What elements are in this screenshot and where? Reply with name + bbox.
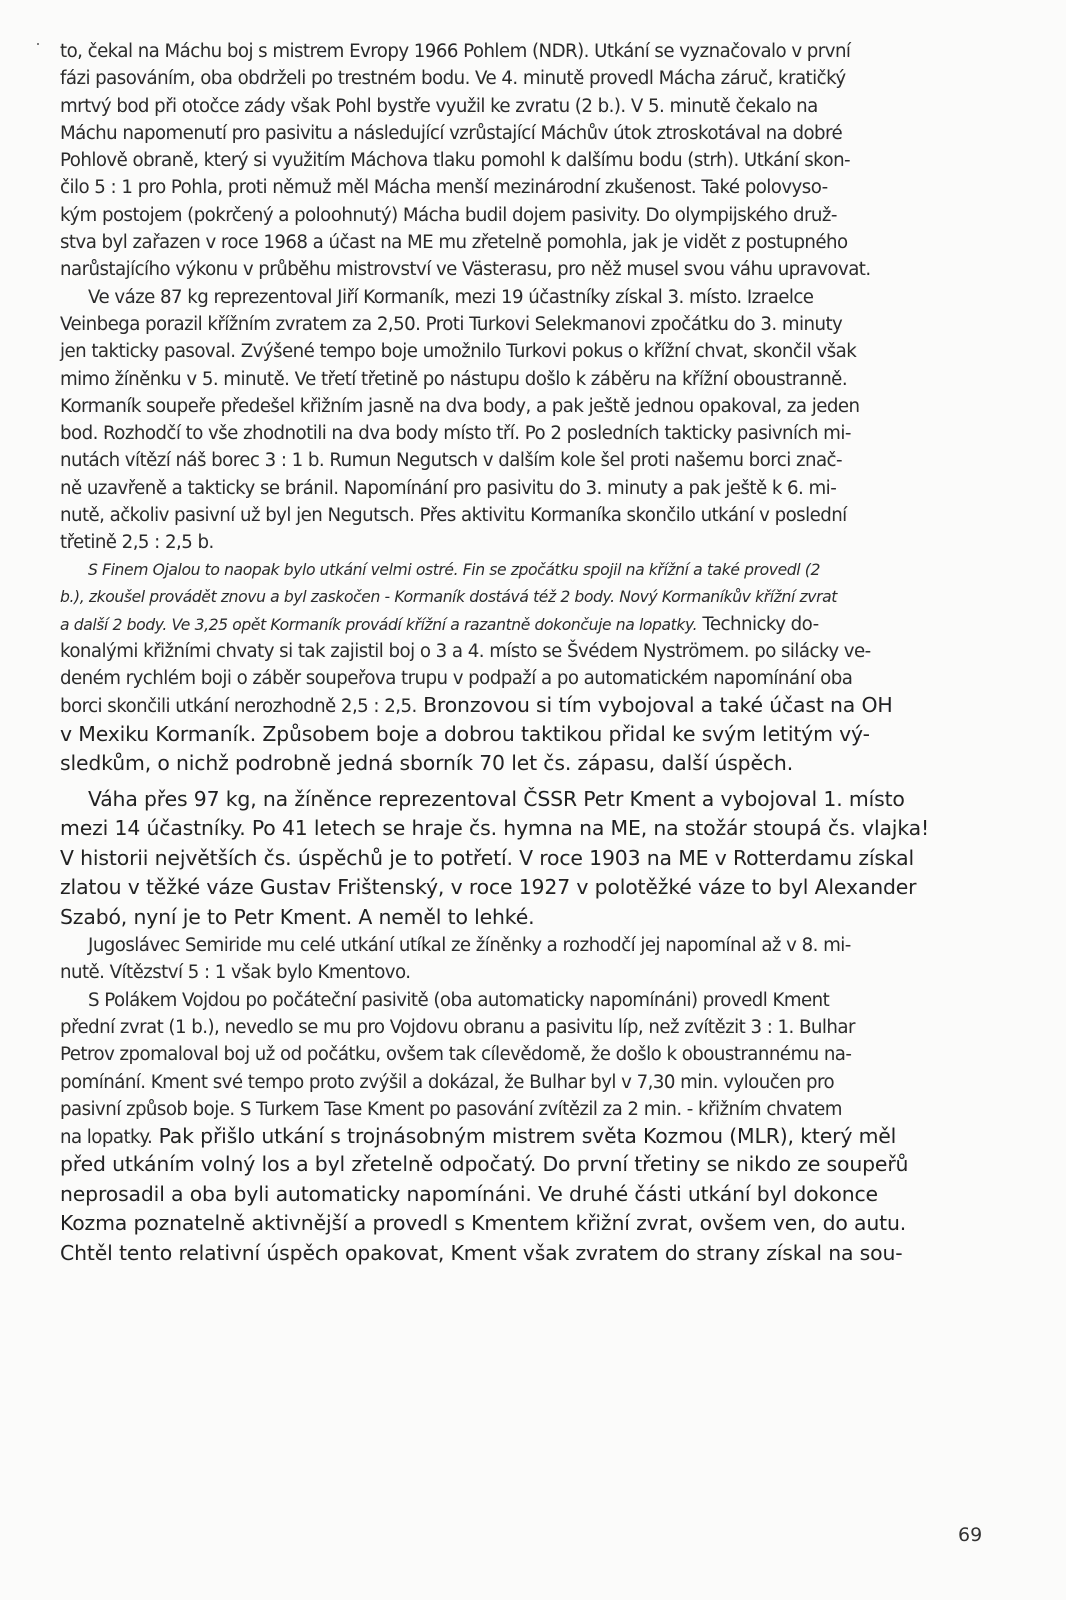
text-line: kým postojem (pokrčený a poloohnutý) Mácha budil dojem pasivity. Do olympijského druž- <box>60 204 837 226</box>
text-line: nutě, ačkoliv pasivní už byl jen Negutsch. Přes aktivitu Kormaníka skončilo utkání v poslední <box>60 505 847 527</box>
paragraph-vojda <box>60 987 1000 1151</box>
text-line: mezi 14 účastníky. Po 41 letech se hraje čs. hymna na ME, na stožár stoupá čs. vlajka! <box>60 816 929 841</box>
text-line: stva byl zařazen v roce 1968 a účast na ME mu zřetelně pomohla, jak je vidět z postupného <box>60 232 848 254</box>
paragraph-ojala-continued <box>60 638 1000 720</box>
paragraph-pohl <box>60 38 1000 284</box>
text-line: pasivní způsob boje. S Turkem Tase Kment po pasování zvítězil za 2 min. - křižním chvatem <box>60 1098 842 1120</box>
text-line: čilo 5 : 1 pro Pohla, proti němuž měl Mácha menší mezinárodní zkušenost. Také polovyso- <box>60 177 828 199</box>
text-line <box>60 1123 1000 1150</box>
text-line: pomínání. Kment své tempo proto zvýšil a dokázal, že Bulhar byl v 7,30 min. vyloučen pro <box>60 1071 835 1093</box>
text-line: b.), zkoušel provádět znovu a byl zaskočen - Kormaník dostává též 2 body. Nový Kormaníkův křížní zvrat <box>60 587 837 606</box>
text-line: S Polákem Vojdou po počáteční pasivitě (oba automaticky napomínáni) provedl Kment <box>88 989 830 1011</box>
upright-segment: Technicky do- <box>697 613 819 635</box>
text-line: Máchu napomenutí pro pasivitu a následující vzrůstající Máchův útok ztroskotával na dobré <box>60 122 843 144</box>
text-line: konalými křižními chvaty si tak zajistil boj o 3 a 4. místo se Švédem Nyströmem. po silácky ve- <box>60 640 871 662</box>
text-line: sledkům, o nichž podrobně jedná sborník 70 let čs. zápasu, další úspěch. <box>60 751 794 776</box>
text-line: Szabó, nyní je to Petr Kment. A neměl to lehké. <box>60 904 535 929</box>
large-text-segment: Pak přišlo utkání s trojnásobným mistrem světa Kozmou (MLR), který měl <box>152 1124 897 1149</box>
paragraph-bronze <box>60 720 1000 779</box>
text-line: narůstajícího výkonu v průběhu mistrovství ve Västerasu, pro něž musel svou váhu upravovat. <box>60 259 871 281</box>
text-line: S Finem Ojalou to naopak bylo utkání velmi ostré. Fin se zpočátku spojil na křížní a také provedl (2 <box>88 560 820 579</box>
italic-segment: a další 2 body. Ve 3,25 opět Kormaník provádí křížní a razantně dokončuje na lopatky. <box>60 615 698 634</box>
text-segment: na lopatky. <box>60 1127 153 1149</box>
text-line: deném rychlém boji o záběr soupeřova trupu v podpaží a po automatickém napomínání oba <box>60 667 853 689</box>
text-line: nutě. Vítězství 5 : 1 však bylo Kmentovo. <box>60 962 411 984</box>
text-line: Chtěl tento relativní úspěch opakovat, Kment však zvratem do strany získal na sou- <box>60 1240 903 1265</box>
text-line: ně uzavřeně a takticky se bránil. Napomínání pro pasivitu do 3. minuty a pak ještě k 6. mi- <box>60 477 837 499</box>
paragraph-kormanik <box>60 284 1000 557</box>
page-number: 69 <box>958 1524 983 1546</box>
text-line: mrtvý bod při otočce zády však Pohl bystře využil ke zvratu (2 b.). V 5. minutě čekalo na <box>60 95 818 117</box>
text-line: neprosadil a oba byli automaticky napomínáni. Ve druhé části utkání byl dokonce <box>60 1181 878 1206</box>
text-line: mimo žíněnku v 5. minutě. Ve třetí třetině po nástupu došlo k záběru na křížní oboustranně. <box>60 368 848 390</box>
text-line: to, čekal na Máchu boj s mistrem Evropy 1966 Pohlem (NDR). Utkání se vyznačovalo v první <box>60 41 851 62</box>
text-line: Ve váze 87 kg reprezentoval Jiří Kormaník, mezi 19 účastníky získal 3. místo. Izraelce <box>88 286 814 308</box>
text-line: Pohlově obraně, který si využitím Máchova tlaku pomohl k dalšímu bodu (strh). Utkání skon- <box>60 150 851 172</box>
paragraph-semiride <box>60 932 1000 987</box>
text-line: Váha přes 97 kg, na žíněnce reprezentoval ČSSR Petr Kment a vybojoval 1. místo <box>88 786 905 811</box>
text-line: Petrov zpomaloval boj už od počátku, ovšem tak cílevědomě, že došlo k oboustrannému na- <box>60 1044 852 1066</box>
text-line <box>60 692 1000 719</box>
text-segment: borci skončili utkání nerozhodně 2,5 : 2,5. <box>60 696 417 718</box>
text-line: Kozma poznatelně aktivnější a provedl s Kmentem křižní zvrat, ovšem ven, do autu. <box>60 1211 907 1236</box>
text-line: v Mexiku Kormaník. Způsobem boje a dobrou taktikou přidal ke svým letitým vý- <box>60 721 870 746</box>
text-line: V historii největších čs. úspěchů je to potřetí. V roce 1903 na ME v Rotterdamu získal <box>60 845 915 870</box>
large-text-segment: Bronzovou si tím vybojoval a také účast na OH <box>416 693 893 718</box>
text-line: fázi pasováním, oba obdrželi po trestném bodu. Ve 4. minutě provedl Mácha záruč, kratičký <box>60 68 846 90</box>
paragraph-ojala <box>60 557 1000 638</box>
text-line <box>60 611 1000 638</box>
text-line: před utkáním volný los a byl zřetelně odpočatý. Do první třetiny se nikdo ze soupeřů <box>60 1152 909 1177</box>
scan-speck <box>37 43 39 45</box>
text-line: Veinbega porazil křížním zvratem za 2,50. Proti Turkovi Selekmanovi zpočátku do 3. minuty <box>60 313 843 335</box>
paragraph-kozma <box>60 1150 1000 1268</box>
document-page <box>60 38 1000 1268</box>
text-line: bod. Rozhodčí to vše zhodnotili na dva body místo tří. Po 2 posledních takticky pasivních mi- <box>60 423 851 445</box>
text-line: přední zvrat (1 b.), nevedlo se mu pro Vojdovu obranu a pasivitu líp, než zvítězit 3 : 1. Bulhar <box>60 1016 855 1038</box>
text-line: zlatou v těžké váze Gustav Frištenský, v roce 1927 v polotěžké váze to byl Alexander <box>60 875 917 900</box>
text-line: Jugoslávec Semiride mu celé utkání utíkal ze žíněnky a rozhodčí jej napomínal až v 8. mi- <box>88 935 851 957</box>
text-line: Kormaník soupeře předešel křižním jasně na dva body, a pak ještě jednou opakoval, za jeden <box>60 395 860 417</box>
text-line: nutách vítězí náš borec 3 : 1 b. Rumun Negutsch v dalším kole šel proti našemu borci znač- <box>60 450 843 472</box>
text-line: jen takticky pasoval. Zvýšené tempo boje umožnilo Turkovi pokus o křížní chvat, skončil však <box>60 341 857 363</box>
paragraph-kment <box>60 785 1000 933</box>
text-line: třetině 2,5 : 2,5 b. <box>60 532 214 554</box>
